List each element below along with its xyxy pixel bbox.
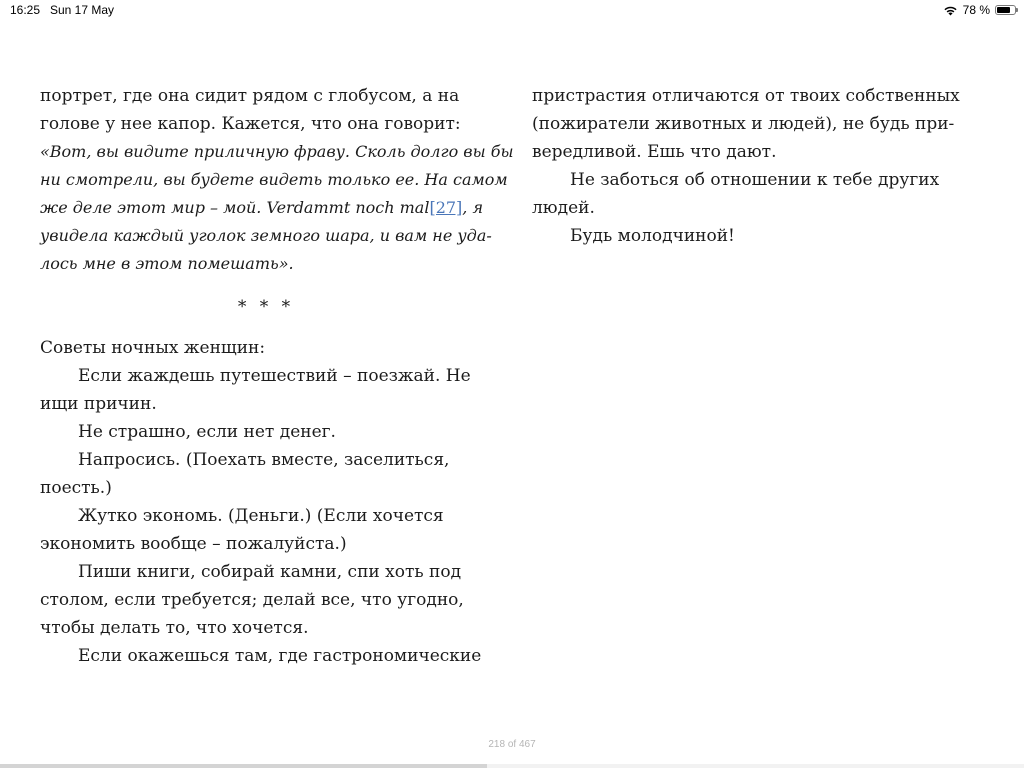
text-line: вередливой. Ешь что дают. — [532, 142, 777, 162]
advice-paragraph — [40, 418, 492, 446]
text-line: чтобы делать то, что хочется. — [40, 618, 309, 638]
battery-percentage: 78 % — [962, 3, 990, 17]
text-line: Жутко экономь. (Деньги.) (Если хочется — [78, 506, 444, 526]
text-line: Пиши книги, собирай камни, спи хоть под — [78, 562, 462, 582]
text-line: Если жаждешь путешествий – поезжай. Не — [78, 366, 471, 386]
text-line: Не заботься об отношении к тебе других — [570, 170, 940, 190]
advice-paragraph — [40, 362, 492, 418]
quote-line: лось мне в этом помешать». — [40, 254, 294, 273]
paragraph-portrait — [40, 82, 492, 138]
right-page-column — [532, 82, 984, 250]
quote-line: ни смотрели, вы будете видеть только ее. На самом — [40, 170, 508, 189]
text-line: столом, если требуется; делай все, что угодно, — [40, 590, 464, 610]
quote-text: же деле этот мир – мой. — [40, 198, 267, 217]
advice-paragraph — [40, 642, 492, 670]
left-page-column — [40, 82, 514, 670]
battery-level-fill — [997, 7, 1010, 13]
wifi-icon — [943, 5, 958, 16]
text-line: экономить вообще – пожалуйста.) — [40, 534, 347, 554]
text-line: поесть.) — [40, 478, 112, 498]
text-line: голове у нее капор. Кажется, что она говорит: — [40, 114, 461, 134]
advice-paragraph — [40, 558, 492, 642]
section-separator: * * * — [237, 297, 295, 317]
continuation-paragraph — [532, 82, 984, 166]
quote-line — [40, 194, 492, 222]
text-line: людей. — [532, 198, 595, 218]
foreign-phrase: Verdammt noch mal — [266, 198, 430, 217]
text-line: Не страшно, если нет денег. — [78, 422, 336, 442]
status-time: 16:25 — [10, 3, 41, 17]
text-line: Будь молодчиной! — [570, 226, 735, 246]
battery-icon — [995, 5, 1016, 15]
page-indicator: 218 of 467 — [488, 739, 536, 750]
status-bar — [0, 0, 1024, 22]
heading-line: Советы ночных женщин: — [40, 338, 266, 358]
text-line: (пожиратели животных и людей), не будь при- — [532, 114, 955, 134]
text-line: пристрастия отличаются от твоих собственных — [532, 86, 960, 106]
advice-paragraph — [40, 446, 492, 502]
advice-paragraph — [40, 502, 492, 558]
status-date: Sun 17 May — [50, 3, 115, 17]
text-line: Напросись. (Поехать вместе, заселиться, — [78, 450, 450, 470]
quote-line: увидела каждый уголок земного шара, и вам не уда- — [40, 226, 492, 245]
text-line: Если окажешься там, где гастрономические — [78, 646, 482, 666]
text-line: ищи причин. — [40, 394, 157, 414]
reading-progress-bar[interactable] — [0, 764, 1024, 768]
status-right-group — [943, 3, 1016, 17]
quote-block — [40, 138, 514, 278]
text-line: портрет, где она сидит рядом с глобусом, а на — [40, 86, 460, 106]
battery-nub — [1016, 8, 1018, 12]
quote-line: «Вот, вы видите приличную фраву. Сколь долго вы бы — [40, 142, 514, 161]
advice-paragraph — [532, 166, 984, 222]
section-heading — [40, 334, 492, 362]
footnote-link[interactable]: [27] — [429, 198, 463, 217]
reading-progress-fill — [0, 764, 487, 768]
advice-paragraph — [532, 222, 984, 250]
quote-text: , я — [462, 198, 484, 217]
